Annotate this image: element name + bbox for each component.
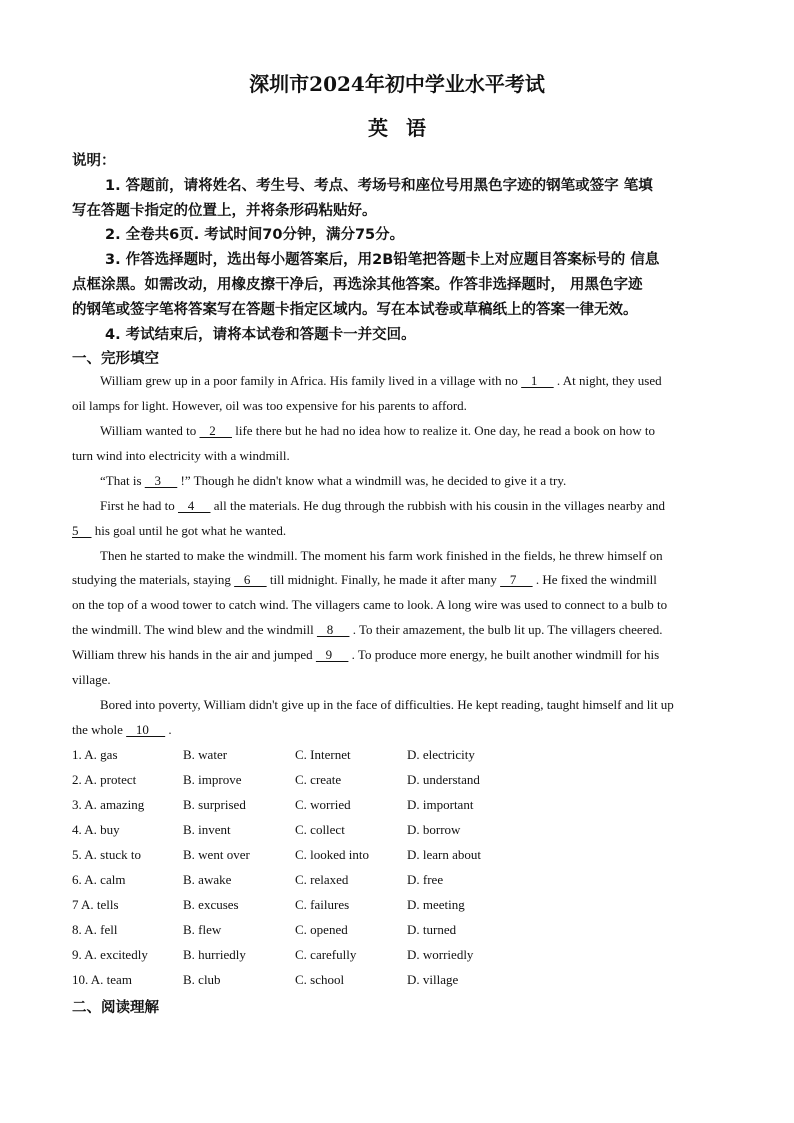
instruction-line: 3. 作答选择题时，选出每小题答案后，用2B铅笔把答题卡上对应题目答案标号的 信息 (105, 252, 660, 268)
option-b: B. excuses (183, 897, 239, 912)
question-options (72, 747, 732, 765)
instruction-line: 点框涂黑。如需改动，用橡皮擦干净后，再选涂其他答案。作答非选择题时， 用黑色字迹 (72, 277, 643, 293)
option-c: C. relaxed (295, 872, 349, 887)
passage-line: village. (72, 672, 111, 687)
passage-line: the whole 10 . (72, 722, 172, 737)
option-a: 8. A. fell (72, 922, 118, 937)
option-b: B. went over (183, 847, 250, 862)
question-options (72, 947, 732, 965)
option-a: 5. A. stuck to (72, 847, 141, 862)
option-a: 2. A. protect (72, 772, 137, 787)
instruction-line: 2. 全卷共6页. 考试时间70分钟，满分75分。 (105, 227, 405, 243)
option-d: D. important (407, 797, 474, 812)
passage-line: Then he started to make the windmill. The moment his farm work finished in the fields, he threw himself on (100, 548, 663, 563)
option-d: D. worriedly (407, 947, 474, 962)
option-d: D. meeting (407, 897, 465, 912)
passage-line: First he had to 4 all the materials. He dug through the rubbish with his cousin in the villages nearby and (100, 498, 666, 513)
section-heading-reading: 二、阅读理解 (72, 1000, 159, 1016)
option-d: D. village (407, 972, 459, 987)
answer-blank: 4 (178, 498, 211, 513)
option-b: B. water (183, 747, 228, 762)
option-b: B. flew (183, 922, 222, 937)
option-a: 9. A. excitedly (72, 947, 148, 962)
answer-blank: 2 (199, 423, 232, 438)
passage-line: turn wind into electricity with a windmill. (72, 448, 290, 463)
question-options (72, 772, 732, 790)
option-b: B. surprised (183, 797, 246, 812)
answer-blank: 3 (144, 473, 178, 488)
section-heading-cloze: 一、完形填空 (72, 351, 159, 367)
passage-line: “That is 3 !” Though he didn't know what a windmill was, he decided to give it a try. (100, 473, 567, 488)
option-b: B. awake (183, 872, 232, 887)
option-a: 6. A. calm (72, 872, 126, 887)
option-b: B. improve (183, 772, 242, 787)
option-c: C. create (295, 772, 342, 787)
answer-blank: 8 (316, 622, 350, 637)
option-c: C. carefully (295, 947, 357, 962)
option-d: D. turned (407, 922, 457, 937)
instruction-line: 的钢笔或签字笔将答案写在答题卡指定区域内。写在本试卷或草稿纸上的答案一律无效。 (72, 302, 638, 318)
answer-blank: 10 (126, 722, 166, 737)
question-options (72, 822, 732, 840)
passage-line: William grew up in a poor family in Africa. His family lived in a village with no 1 . At night, they used (100, 373, 662, 388)
option-c: C. failures (295, 897, 350, 912)
option-a: 4. A. buy (72, 822, 120, 837)
passage-line: William threw his hands in the air and jumped 9 . To produce more energy, he built another windmill for his (72, 647, 660, 662)
instruction-line: 1. 答题前，请将姓名、考生号、考点、考场号和座位号用黑色字迹的钢笔或签字 笔填 (105, 178, 653, 194)
question-options (72, 897, 732, 915)
question-options (72, 872, 732, 890)
passage-line: 5 his goal until he got what he wanted. (72, 523, 287, 538)
answer-blank: 9 (315, 647, 349, 662)
question-options (72, 797, 732, 815)
option-a: 7 A. tells (72, 897, 119, 912)
option-a: 10. A. team (72, 972, 132, 987)
option-d: D. electricity (407, 747, 475, 762)
option-c: C. opened (295, 922, 348, 937)
answer-blank: 7 (500, 572, 533, 587)
option-c: C. school (295, 972, 345, 987)
passage-line: studying the materials, staying 6 till midnight. Finally, he made it after many 7 . He fixed the windmill (72, 572, 657, 587)
passage-line: Bored into poverty, William didn't give up in the face of difficulties. He kept reading, taught himself and lit up (100, 697, 674, 712)
subject-title: 英语 (368, 116, 444, 140)
answer-blank: 1 (521, 373, 554, 388)
option-d: D. understand (407, 772, 480, 787)
question-options (72, 847, 732, 865)
option-d: D. borrow (407, 822, 461, 837)
instructions-heading: 说明： (72, 153, 116, 169)
option-d: D. learn about (407, 847, 482, 862)
option-c: C. Internet (295, 747, 351, 762)
answer-blank: 6 (234, 572, 267, 587)
option-a: 3. A. amazing (72, 797, 145, 812)
answer-blank: 5 (72, 523, 92, 538)
question-options (72, 972, 732, 990)
passage-line: on the top of a wood tower to catch wind. The villagers came to look. A long wire was used to connect to a bulb to (72, 597, 668, 612)
passage-line: oil lamps for light. However, oil was too expensive for his parents to afford. (72, 398, 467, 413)
option-d: D. free (407, 872, 444, 887)
exam-title: 深圳市2024年初中学业水平考试 (249, 72, 545, 96)
passage-line: William wanted to 2 life there but he had no idea how to realize it. One day, he read a book on how to (100, 423, 655, 438)
passage-line: the windmill. The wind blew and the windmill 8 . To their amazement, the bulb lit up. The villagers cheered. (72, 622, 663, 637)
option-b: B. invent (183, 822, 231, 837)
instruction-line: 写在答题卡指定的位置上，并将条形码粘贴好。 (72, 203, 377, 219)
option-c: C. collect (295, 822, 345, 837)
option-b: B. club (183, 972, 221, 987)
option-b: B. hurriedly (183, 947, 246, 962)
option-c: C. looked into (295, 847, 370, 862)
question-options (72, 922, 732, 940)
instruction-line: 4. 考试结束后，请将本试卷和答题卡一并交回。 (105, 327, 416, 343)
option-c: C. worried (295, 797, 351, 812)
option-a: 1. A. gas (72, 747, 118, 762)
